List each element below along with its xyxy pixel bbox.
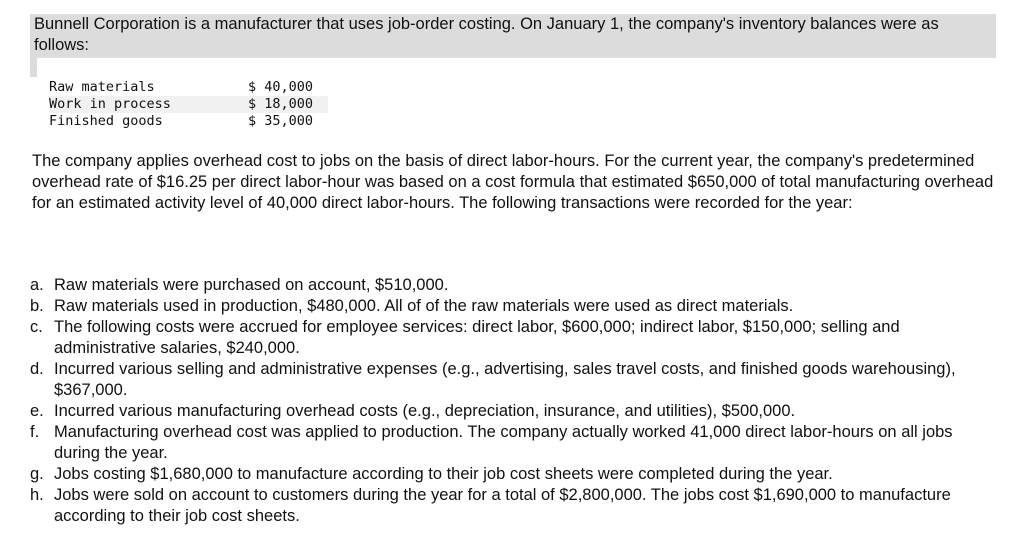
inventory-amount: $ 35,000 (248, 113, 314, 129)
transaction-item-b (30, 296, 996, 317)
transaction-letter: c. (30, 318, 43, 336)
transaction-text: Raw materials were purchased on account, $510,000. (54, 276, 449, 294)
transaction-item-a (30, 275, 996, 296)
transaction-letter: h. (30, 486, 44, 504)
transaction-item-c (30, 317, 996, 359)
transaction-letter: d. (30, 360, 44, 378)
transaction-item-h (30, 485, 996, 527)
transaction-item-g (30, 464, 996, 485)
inventory-label: Work in process (49, 96, 248, 113)
transaction-item-f (30, 422, 996, 464)
transaction-text: Manufacturing overhead cost was applied to production. The company actually worked 41,000 direct labor-hours on all jobs during the year. (54, 423, 953, 462)
inventory-amount: $ 40,000 (248, 79, 314, 95)
intro-text: Bunnell Corporation is a manufacturer that uses job-order costing. On January 1, the company's inventory balances were as follows: (34, 15, 939, 54)
transaction-text: Incurred various manufacturing overhead costs (e.g., depreciation, insurance, and utilities), $500,000. (54, 402, 796, 420)
intro-paragraph (30, 14, 996, 58)
overhead-text: The company applies overhead cost to jobs on the basis of direct labor-hours. For the current year, the company's predetermined overhead rate of $16.25 per direct labor-hour was based on a cost formula that estimated $650,000 of total manufacturing overhead for an estimated activity level of 40,000 direct labor-hours. The following transactions were recorded for the year: (32, 152, 994, 212)
transaction-text: The following costs were accrued for employee services: direct labor, $600,000; indirect labor, $150,000; selling and administrative salaries, $240,000. (54, 318, 900, 357)
transaction-letter: a. (30, 276, 44, 294)
transaction-letter: b. (30, 297, 44, 315)
transaction-item-e (30, 401, 996, 422)
inventory-label: Raw materials (49, 79, 155, 95)
inventory-table (49, 79, 328, 130)
transaction-letter: g. (30, 465, 44, 483)
transaction-list (30, 275, 996, 527)
transaction-text: Incurred various selling and administrative expenses (e.g., advertising, sales travel costs, and finished goods warehousing), $367,000. (54, 360, 956, 399)
highlight-bar (30, 58, 37, 77)
overhead-paragraph (32, 151, 994, 214)
transaction-text: Jobs were sold on account to customers during the year for a total of $2,800,000. The jobs cost $1,690,000 to manufacture according to their job cost sheets. (54, 486, 951, 525)
inventory-row-raw-materials (49, 79, 328, 96)
inventory-amount: $ 18,000 (248, 96, 328, 113)
inventory-row-finished-goods (49, 113, 328, 130)
inventory-label: Finished goods (49, 113, 163, 129)
inventory-row-work-in-process (49, 96, 328, 113)
transaction-letter: e. (30, 402, 44, 420)
transaction-text: Raw materials used in production, $480,000. All of of the raw materials were used as direct materials. (54, 297, 794, 315)
transaction-item-d (30, 359, 996, 401)
transaction-text: Jobs costing $1,680,000 to manufacture according to their job cost sheets were completed during the year. (54, 465, 833, 483)
transaction-letter: f. (30, 423, 40, 441)
